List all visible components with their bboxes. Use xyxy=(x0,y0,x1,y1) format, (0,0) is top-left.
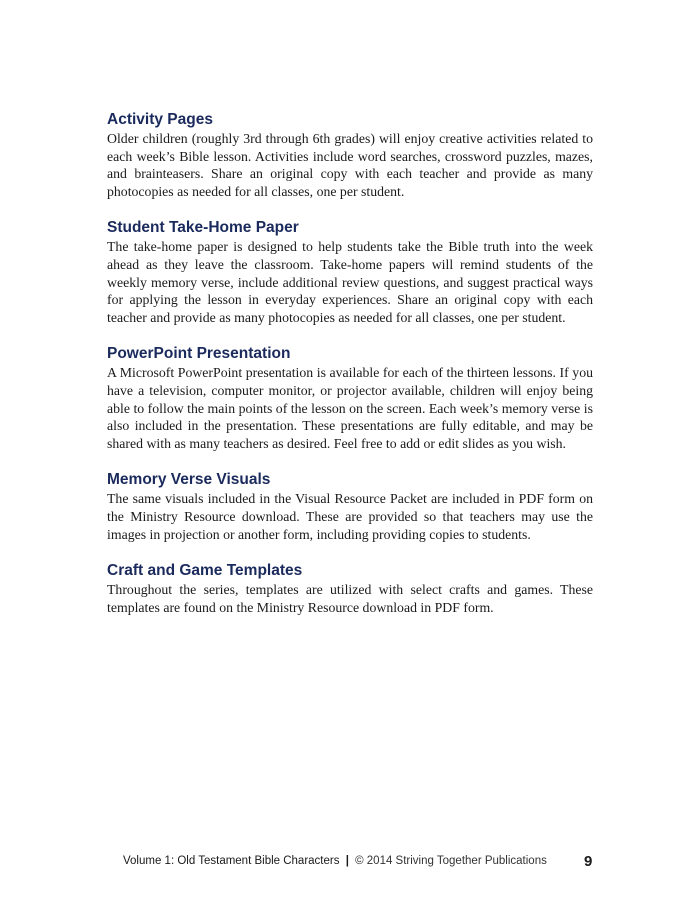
footer-text xyxy=(123,855,547,867)
footer-publisher: © 2014 Striving Together Publications xyxy=(355,855,547,867)
section-memory-verse-visuals xyxy=(107,470,593,543)
section-body: The same visuals included in the Visual Resource Packet are included in PDF form on the Ministry Resource download. These are provided so that teachers may use the images in projection or another form, including providing copies to students. xyxy=(107,491,593,542)
section-body: Older children (roughly 3rd through 6th grades) will enjoy creative activities related to each week’s Bible lesson. Activities include word searches, crossword puzzles, mazes, and brainteasers. Share an original copy with each teacher and provide as many photocopies as needed for all classes, one per student. xyxy=(107,131,593,199)
section-student-take-home-paper xyxy=(107,218,593,326)
section-body: The take-home paper is designed to help students take the Bible truth into the week ahead as they leave the classroom. Take-home papers will remind students of the weekly memory verse, include additional review questions, and suggest practical ways for applying the lesson in everyday experiences. Share an original copy with each teacher and provide as many photocopies as needed for all classes, one per student. xyxy=(107,239,593,325)
section-heading: Student Take-Home Paper xyxy=(107,219,299,237)
page-content xyxy=(107,110,593,634)
page-footer xyxy=(0,854,700,872)
section-body: Throughout the series, templates are utilized with select crafts and games. These templates are found on the Ministry Resource download in PDF form. xyxy=(107,582,593,615)
section-activity-pages xyxy=(107,110,593,200)
section-heading: PowerPoint Presentation xyxy=(107,345,291,363)
footer-volume-title: Volume 1: Old Testament Bible Characters xyxy=(123,855,340,867)
page-number: 9 xyxy=(584,853,593,870)
section-body: A Microsoft PowerPoint presentation is available for each of the thirteen lessons. If you have a television, computer monitor, or projector available, children will enjoy being able to follow the main points of the lesson on the screen. Each week’s memory verse is also included in the presentation. These presentations are fully editable, and may be shared with as many teachers as desired. Feel free to add or edit slides as you wish. xyxy=(107,365,593,451)
section-powerpoint-presentation xyxy=(107,344,593,452)
section-heading: Craft and Game Templates xyxy=(107,562,303,580)
footer-separator: | xyxy=(345,855,349,867)
section-heading: Activity Pages xyxy=(107,111,213,128)
section-craft-and-game-templates xyxy=(107,561,593,616)
section-heading: Memory Verse Visuals xyxy=(107,471,271,489)
